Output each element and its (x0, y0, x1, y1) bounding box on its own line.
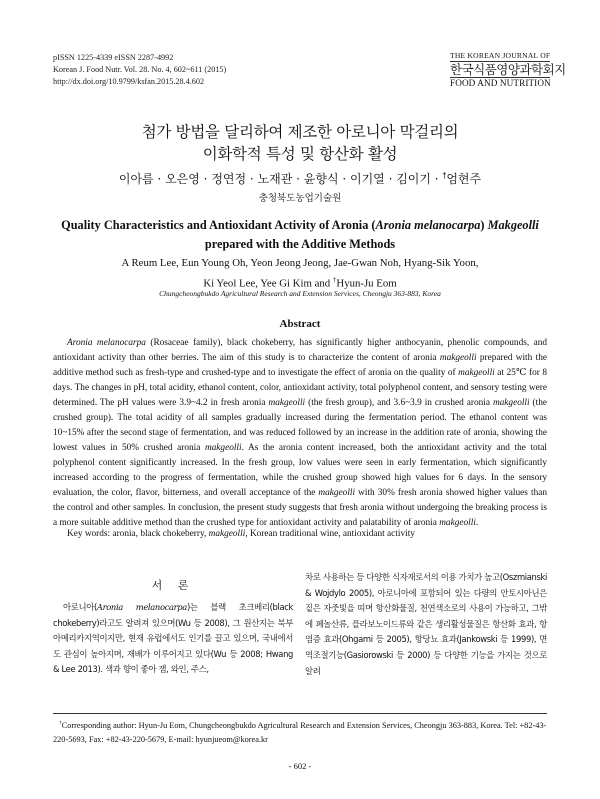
corresponding-mark-en: † (332, 276, 337, 284)
abstract-text: makgeolli (439, 353, 477, 363)
title-en-part1: Quality Characteristics and Antioxidant Activity of Aronia ( (61, 218, 376, 232)
abstract-text: at 25℃ for 8 days. The changes in pH, total acidity, ethanol content, color, antioxidant activity, total polyphenol content, and sensory testing were determined. The pH values were 3.9~4.2 in fresh aronia (53, 368, 547, 408)
title-korean-line2: 이화학적 특성 및 항산화 활성 (202, 145, 398, 163)
intro-right-column: 차로 사용하는 등 다양한 식자재로서의 이용 가치가 높고(Oszmianski & Wojdylo 2005), 아로니아에 포함되어 있는 다량의 안토시아닌은 짙은 자줏빛을 띠며 항산화물질, 천연색소로의 사용이 가능하고, 그밖에 페놀산류, 플라보노이드류와 같은 생리활성물질은 항산화 효과, 항염증 효과(Ohgami 등 2005), 항당뇨 효과(Jankowski 등 1999), 면역조절기능(Gasiorowski 등 2000) 등 다양한 기능을 가지는 것으로 알려 (305, 572, 547, 676)
title-en-part2: ) (480, 218, 488, 232)
journal-name-ko: 한국식품영양과학회지 (450, 62, 566, 77)
footnote-text: Corresponding author: Hyun-Ju Eom, Chungcheongbukdo Agricultural Research and Extension Services, Cheongju 363-883, Korea. Tel: +82-43-220-5693, Fax: +82-43-220-5679, E-mail: hyunjueom@korea.kr (53, 720, 547, 744)
footnote-divider (53, 713, 547, 714)
intro-text: )는 블랙 초크베리(black chokeberry)라고도 알려져 있으며(Wu 등 2008), 그 원산지는 북부 아메리카지역이지만, 현재 유럽에서도 인기를 끌고 있으며, 국내에서도 관심이 높아지며, 재배가 이루어지고 있다(Wu 등 2008; Hwang & Lee 2013). 색과 향이 좋아 잼, 와인, 주스, (53, 602, 293, 675)
title-en-species: Aronia melanocarpa (375, 218, 481, 232)
keywords (53, 527, 547, 541)
abstract-text: makgeolli (458, 368, 495, 378)
keywords-text: Key words: aronia, black chokeberry, (67, 529, 209, 539)
title-korean (0, 121, 600, 165)
title-english (40, 216, 560, 254)
abstract-text: Aronia melanocarpa (67, 338, 146, 348)
abstract-text: . (475, 518, 479, 528)
corresponding-author-footnote (53, 716, 547, 747)
authors-english (40, 255, 560, 293)
title-en-makgeolli: Makgeolli (487, 218, 539, 232)
section-heading-introduction: 서 론 (151, 579, 195, 592)
citation-header (53, 52, 226, 88)
intro-text-species: Aronia melanocarpa (96, 602, 187, 612)
abstract-text: (Rosaceae family), black chokeberry, has significantly higher anthocyanin, phenolic compounds, and antioxidant activity than other berries. The aim of this study is to characterize the content of aronia (53, 338, 547, 363)
intro-text: 아로니아( (63, 602, 97, 612)
page-number: - 602 - (288, 761, 312, 771)
abstract-text: makgeolli (318, 488, 356, 498)
abstract-text: . As the aronia content increased, both the antioxidant activity and the total polyphenol content significantly increased. In the fresh group, low values were seen in early fermentation, which significantly increased according to the progress of fermentation, while the crushed group showed high values for 6 days. In the sensory evaluation, the color, flavor, bitterness, and overall acceptance of the (53, 443, 547, 498)
intro-left-column (53, 600, 293, 678)
abstract-heading: Abstract (279, 318, 321, 330)
abstract-text: (the crushed group). The total acidity of all samples gradually increased during the fermentation period. The ethanol content was 10~15% after the second stage of fermentation, and was reduced followed by an increase in the addition rate of aronia, showing the lowest values in 50% crushed aronia (53, 398, 548, 453)
footnote-mark: † (59, 720, 62, 726)
authors-en-line2b: Hyun-Ju Eom (336, 277, 397, 290)
journal-name-en-top: THE KOREAN JOURNAL OF (450, 51, 551, 60)
authors-korean (0, 170, 600, 187)
authors-korean-last: 엄현주 (446, 172, 482, 186)
abstract-text: makgeolli (268, 398, 306, 408)
affiliation-korean: 충청북도농업기술원 (258, 193, 342, 204)
abstract-body (53, 336, 547, 531)
authors-en-line2a: Ki Yeol Lee, Yee Gi Kim and (203, 277, 333, 290)
corresponding-mark: † (442, 171, 447, 180)
abstract-text: prepared with the additive method such as fresh-type and crushed-type and to investigate the effect of aronia on the quality of (53, 353, 547, 378)
affiliation-english: Chungcheongbukdo Agricultural Research and Extension Services, Cheongju 363-883, Korea (159, 289, 441, 298)
keywords-text: , Korean traditional wine, antioxidant activity (245, 529, 415, 539)
abstract-text: (the fresh group), and 3.6~3.9 in crushed aronia (305, 398, 493, 408)
journal-name-en-bottom: FOOD AND NUTRITION (450, 78, 551, 88)
title-english-line1 (40, 216, 560, 235)
journal-logo (450, 51, 566, 88)
doi-link[interactable]: http://dx.doi.org/10.9799/ksfan.2015.28.4.602 (53, 77, 205, 86)
journal-citation: Korean J. Food Nutr. Vol. 28. No. 4, 602~611 (2015) (53, 65, 227, 74)
abstract-text: makgeolli (492, 398, 530, 408)
abstract-text: with 30% fresh aronia showed higher values than the control and other samples. In conclusion, the present study suggests that fresh aronia without undergoing the breaking process is a more suitable additive method than the crushed type for antioxidant activity and palatability of aronia (53, 488, 547, 528)
abstract-text: makgeolli (439, 518, 476, 528)
title-korean-line1: 첨가 방법을 달리하여 제조한 아로니아 막걸리의 (141, 123, 459, 141)
keywords-text: makgeolli (208, 529, 246, 539)
authors-english-line1: A Reum Lee, Eun Young Oh, Yeon Jeong Jeong, Jae-Gwan Noh, Hyang-Sik Yoon, (121, 257, 479, 269)
issn: pISSN 1225-4339 eISSN 2287-4992 (53, 53, 174, 62)
title-english-line2: prepared with the Additive Methods (204, 237, 396, 251)
abstract-text: makgeolli (204, 443, 242, 453)
authors-korean-list: 이아름 · 오은영 · 정연정 · 노재관 · 윤향식 · 이기열 · 김이기 · (118, 172, 443, 186)
